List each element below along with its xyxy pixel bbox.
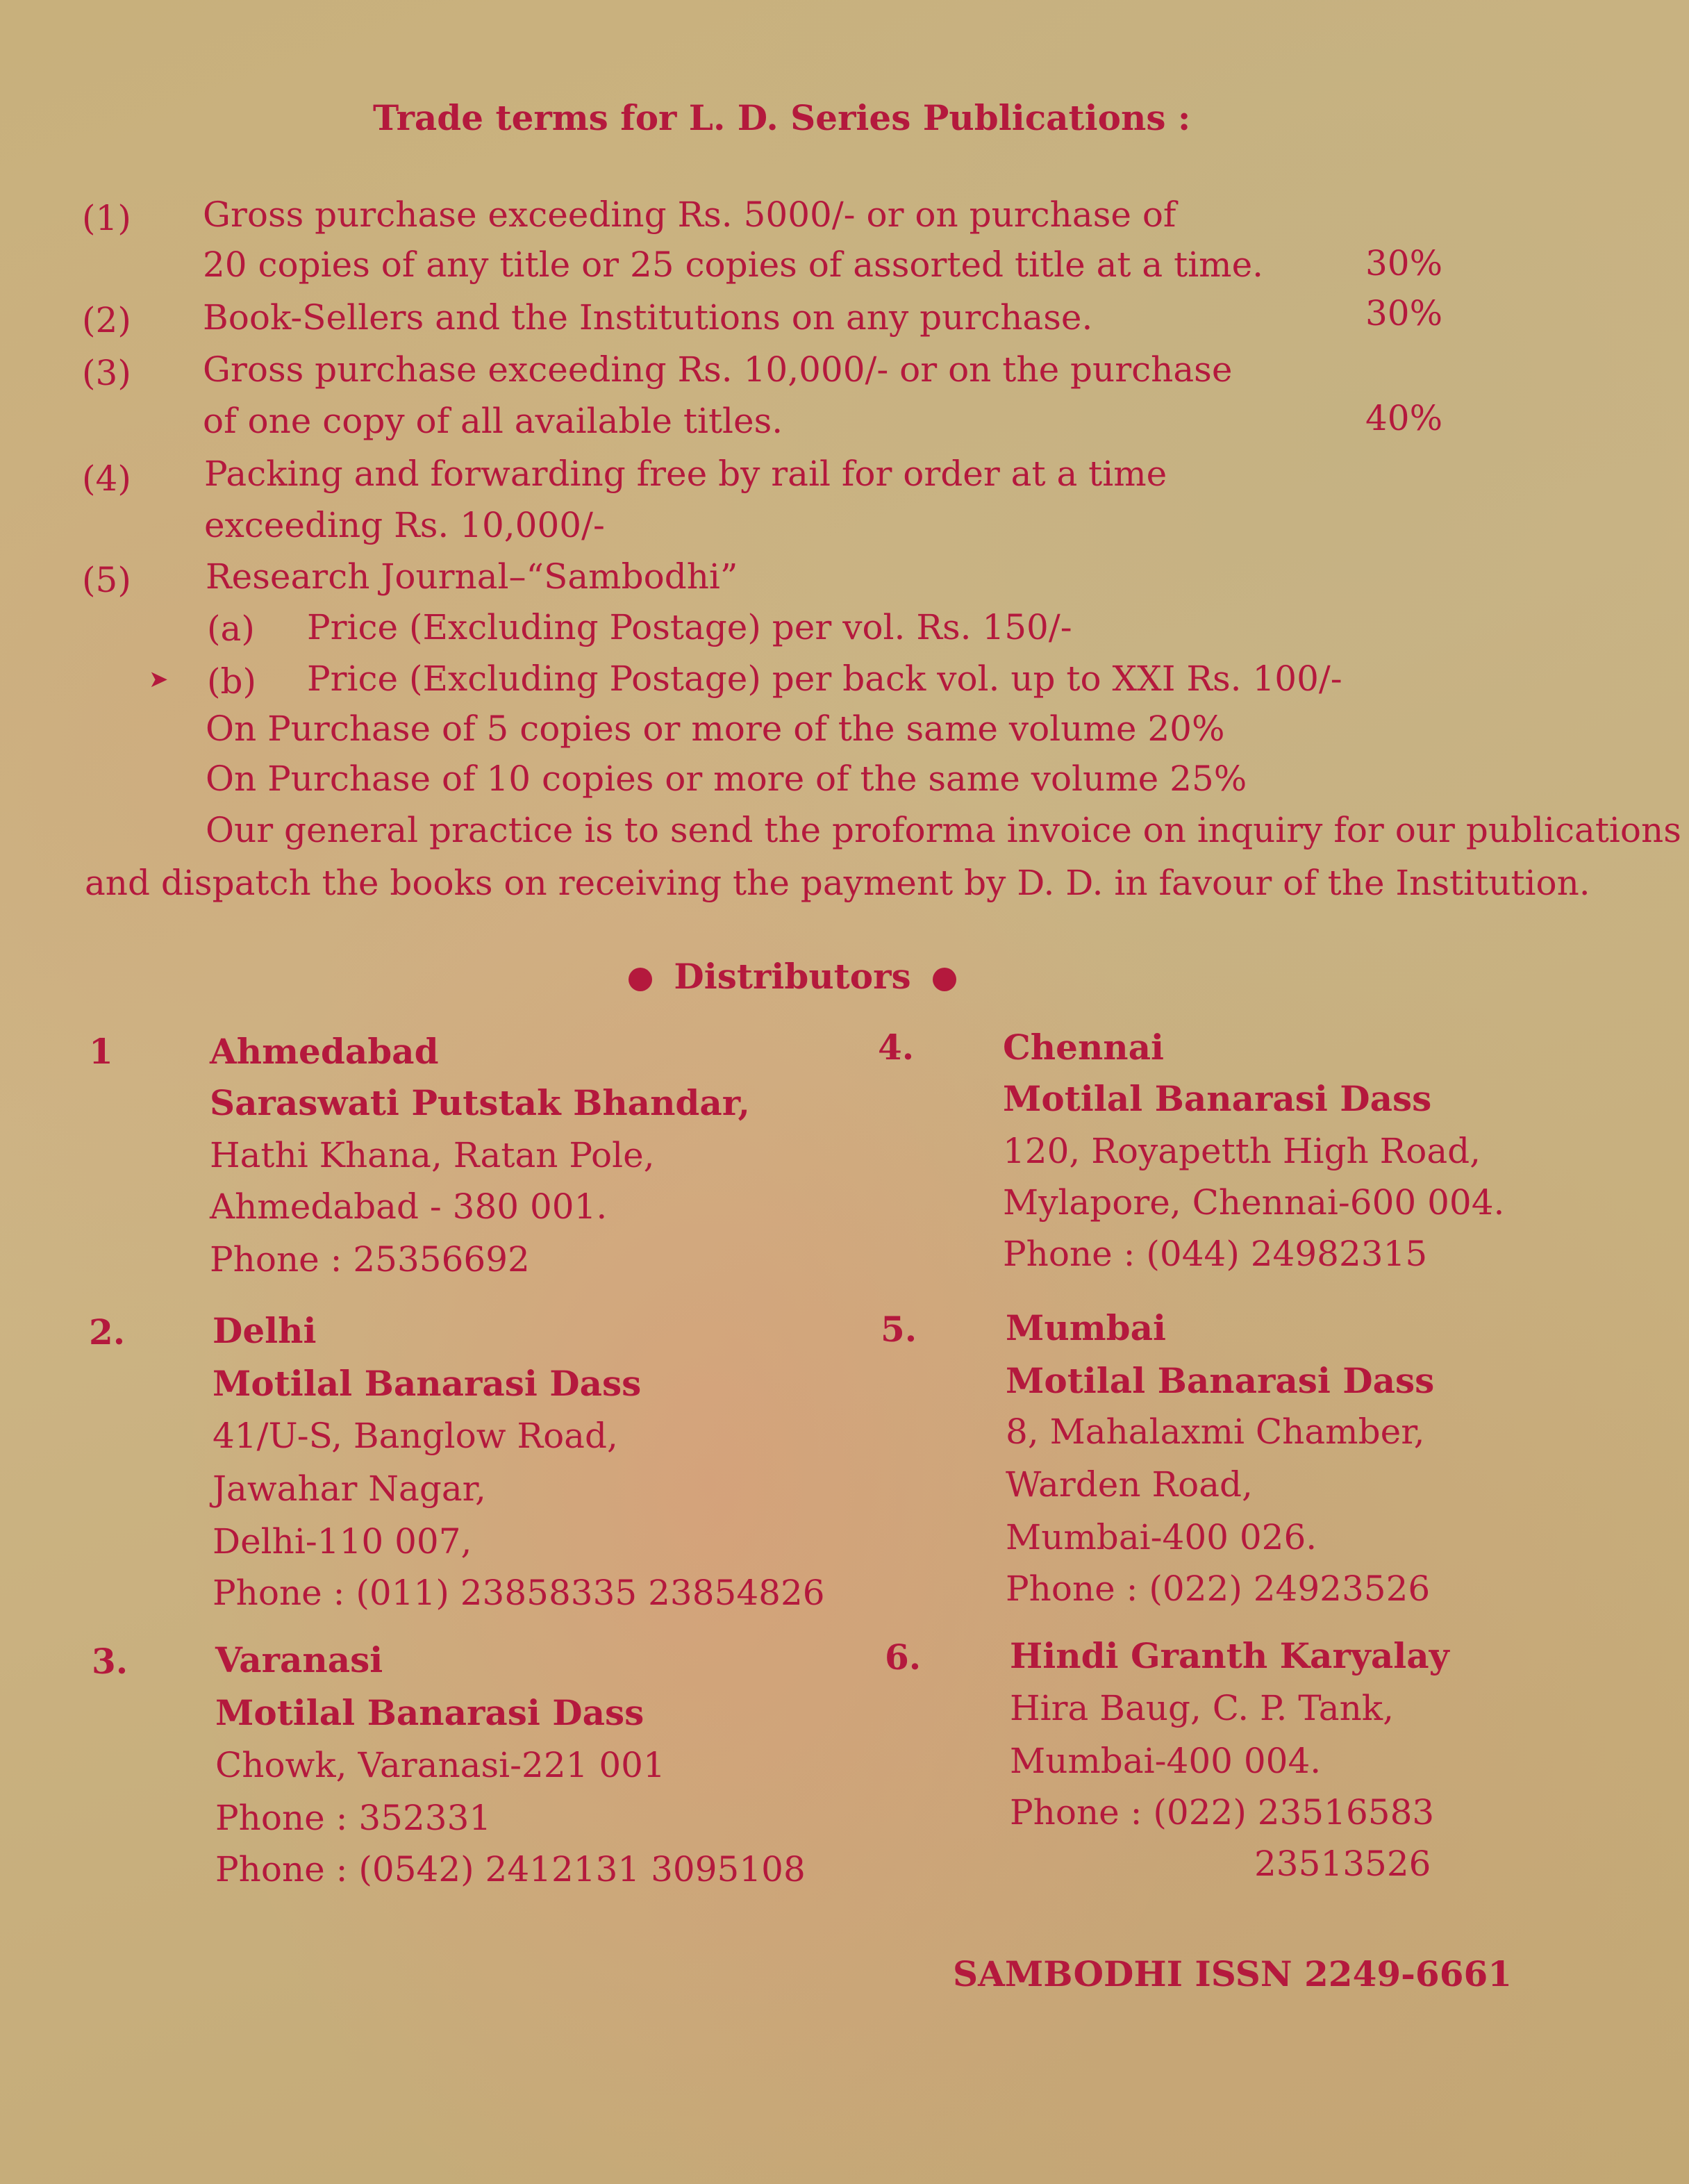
distributor-3-city: Varanasi <box>215 1639 383 1680</box>
distributor-5-number: 5. <box>881 1309 917 1350</box>
distributor-6-line-1: Hira Baug, C. P. Tank, <box>1010 1688 1394 1728</box>
distributor-2-phone: Phone : (011) 23858335 23854826 <box>213 1573 825 1613</box>
pointer-icon: ➤ <box>149 665 169 693</box>
journal-b-text: Price (Excluding Postage) per back vol. up to XXI Rs. 100/- <box>307 659 1342 699</box>
bullet-icon <box>933 968 956 991</box>
distributor-6-number: 6. <box>885 1637 922 1678</box>
bullet-icon <box>629 968 652 991</box>
discount-line-1: On Purchase of 5 copies or more of the same volume 20% <box>206 709 1225 749</box>
distributor-3-number: 3. <box>92 1641 128 1682</box>
distributor-1-line-3: Ahmedabad - 380 001. <box>210 1186 608 1227</box>
term-4-number: (4) <box>82 458 131 499</box>
distributor-5-phone: Phone : (022) 24923526 <box>1006 1569 1431 1609</box>
distributor-2-line-3: Jawahar Nagar, <box>213 1469 486 1509</box>
term-5-line-1: Research Journal–“Sambodhi” <box>206 556 738 597</box>
distributor-4-line-2: 120, Royapetth High Road, <box>1003 1131 1481 1171</box>
journal-a-text: Price (Excluding Postage) per vol. Rs. 150/- <box>307 607 1072 647</box>
distributor-4-line-1: Motilal Banarasi Dass <box>1003 1078 1432 1119</box>
distributor-5-line-3: Warden Road, <box>1006 1464 1253 1505</box>
term-2-discount: 30% <box>1365 293 1443 333</box>
term-3-line-2: of one copy of all available titles. <box>203 401 783 441</box>
distributor-3-line-1: Motilal Banarasi Dass <box>215 1692 644 1733</box>
term-2-number: (2) <box>82 300 131 340</box>
distributor-4-line-3: Mylapore, Chennai-600 004. <box>1003 1182 1505 1223</box>
issn-label: SAMBODHI ISSN 2249-6661 <box>953 1953 1513 1994</box>
term-4-line-2: exceeding Rs. 10,000/- <box>204 505 605 545</box>
distributor-2-line-4: Delhi-110 007, <box>213 1521 472 1562</box>
journal-b-label: (b) <box>207 661 257 702</box>
distributor-5-line-1: Motilal Banarasi Dass <box>1006 1360 1435 1401</box>
distributor-6-name: Hindi Granth Karyalay <box>1010 1635 1449 1676</box>
term-3-discount: 40% <box>1365 398 1443 438</box>
distributor-4-phone: Phone : (044) 24982315 <box>1003 1234 1428 1274</box>
practice-line-1: Our general practice is to send the proforma invoice on inquiry for our publications <box>206 810 1681 850</box>
discount-line-2: On Purchase of 10 copies or more of the same volume 25% <box>206 759 1247 799</box>
journal-a-label: (a) <box>207 609 255 649</box>
distributor-3-line-2: Chowk, Varanasi-221 001 <box>215 1745 665 1785</box>
practice-line-2: and dispatch the books on receiving the payment by D. D. in favour of the Institution. <box>85 863 1590 903</box>
term-3-line-1: Gross purchase exceeding Rs. 10,000/- or on the purchase <box>203 349 1233 390</box>
distributor-1-line-1: Saraswati Putstak Bhandar, <box>210 1082 750 1123</box>
distributor-2-city: Delhi <box>213 1310 317 1351</box>
distributor-1-number: 1 <box>89 1031 113 1072</box>
distributor-3-phone-2: Phone : (0542) 2412131 3095108 <box>215 1849 806 1889</box>
trade-terms-title: Trade terms for L. D. Series Publications : <box>373 97 1191 138</box>
distributor-5-line-2: 8, Mahalaxmi Chamber, <box>1006 1412 1425 1452</box>
distributor-6-phone-2: 23513526 <box>1254 1844 1431 1884</box>
distributors-heading <box>629 956 956 997</box>
distributor-5-city: Mumbai <box>1006 1307 1166 1348</box>
term-1-line-2: 20 copies of any title or 25 copies of assorted title at a time. <box>203 245 1264 285</box>
term-1-line-1: Gross purchase exceeding Rs. 5000/- or on purchase of <box>203 195 1176 235</box>
distributor-1-city: Ahmedabad <box>210 1031 439 1072</box>
distributor-4-number: 4. <box>878 1027 915 1068</box>
distributors-title: Distributors <box>674 956 911 997</box>
term-5-number: (5) <box>82 560 131 600</box>
term-4-line-1: Packing and forwarding free by rail for order at a time <box>204 454 1167 494</box>
distributor-2-number: 2. <box>89 1312 126 1352</box>
distributor-1-line-2: Hathi Khana, Ratan Pole, <box>210 1135 655 1175</box>
distributor-6-line-2: Mumbai-400 004. <box>1010 1741 1322 1781</box>
term-1-number: (1) <box>82 198 131 238</box>
distributor-5-line-4: Mumbai-400 026. <box>1006 1517 1317 1557</box>
distributor-2-line-2: 41/U-S, Banglow Road, <box>213 1416 618 1456</box>
term-2-line-1: Book-Sellers and the Institutions on any purchase. <box>203 297 1093 338</box>
distributor-3-phone-1: Phone : 352331 <box>215 1798 492 1838</box>
distributor-4-city: Chennai <box>1003 1027 1165 1068</box>
term-1-discount: 30% <box>1365 243 1443 283</box>
distributor-1-phone: Phone : 25356692 <box>210 1239 530 1280</box>
distributor-2-line-1: Motilal Banarasi Dass <box>213 1363 642 1404</box>
distributor-6-phone-1: Phone : (022) 23516583 <box>1010 1792 1435 1833</box>
term-3-number: (3) <box>82 353 131 393</box>
